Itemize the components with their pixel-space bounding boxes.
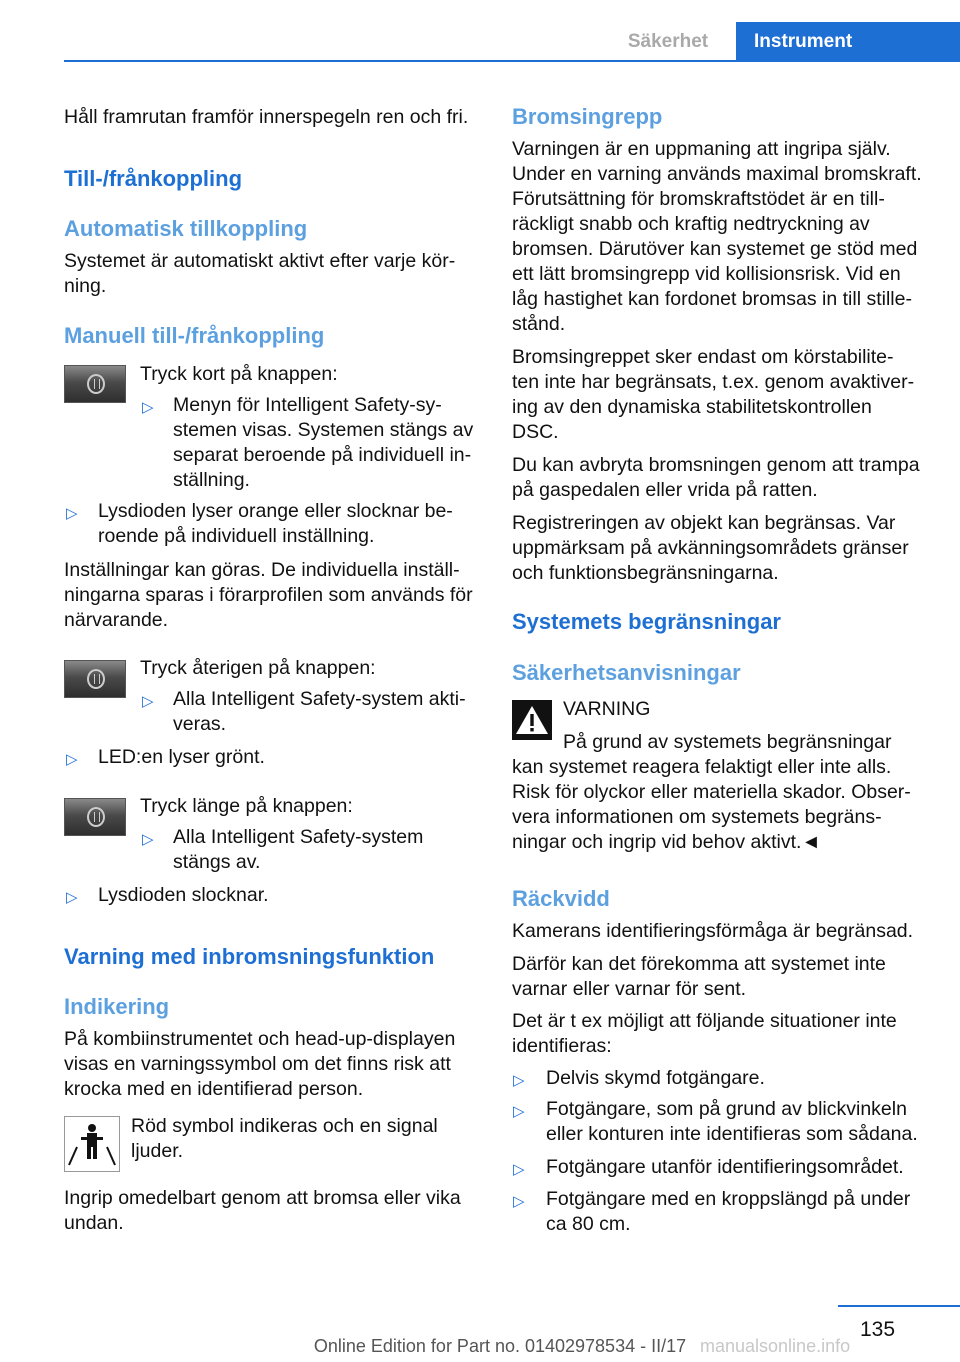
bullet-icon: ▷ <box>66 751 78 768</box>
intervene-text: Ingrip omedelbart genom att bromsa eller vika undan. <box>64 1187 461 1234</box>
heading-bromsingrepp: Bromsingrepp <box>512 104 663 129</box>
pedestrian-warning-icon <box>64 1116 120 1172</box>
step1-sub: Menyn för Intelligent Safety-sy- stemen visas. Systemen stängs av separat beroende på individuell in- ställning. <box>173 394 474 491</box>
heading-rackvidd: Räckvidd <box>512 886 610 911</box>
list-item: Fotgängare, som på grund av blickvinkeln eller konturen inte identifieras som sådana. <box>546 1098 918 1145</box>
step1-label: Tryck kort på knappen: <box>140 363 338 385</box>
tab-instrument[interactable]: Instrument <box>736 22 960 62</box>
heading-manuell: Manuell till-/frånkoppling <box>64 323 325 348</box>
warning-title: VARNING <box>563 698 651 720</box>
step3-label: Tryck länge på knappen: <box>140 795 353 817</box>
bullet-icon: ▷ <box>66 889 78 906</box>
safety-button-icon <box>64 798 126 836</box>
list-item: Delvis skymd fotgängare. <box>546 1067 765 1089</box>
safety-button-icon <box>64 365 126 403</box>
heading-varning: Varning med inbromsningsfunktion <box>64 944 435 969</box>
step3-led: Lysdioden slocknar. <box>98 884 269 906</box>
registration-text: Registreringen av objekt kan begränsas. Var uppmärksam på avkänningsområdets gränser och funktionsbegränsningarna. <box>512 512 909 584</box>
red-symbol-text: Röd symbol indikeras och en signal ljuder. <box>131 1115 438 1162</box>
range-text-2: Därför kan det förekomma att systemet inte varnar eller varnar för sent. <box>512 953 886 1000</box>
bullet-icon: ▷ <box>142 693 154 710</box>
heading-sakerhetsanvisningar: Säkerhetsanvisningar <box>512 660 741 685</box>
warning-line1: På grund av systemets begränsningar <box>563 731 892 753</box>
step1-led: Lysdioden lyser orange eller slocknar be- roende på individuell inställning. <box>98 500 453 547</box>
watermark: manualsonline.info <box>700 1336 851 1356</box>
step3-sub: Alla Intelligent Safety-system stängs av. <box>173 826 424 873</box>
heading-begransningar: Systemets begränsningar <box>512 609 781 634</box>
heading-till-frankoppling: Till-/frånkoppling <box>64 166 243 191</box>
header-rule <box>64 60 960 62</box>
cancel-text: Du kan avbryta bromsningen genom att trampa på gaspedalen eller vrida på ratten. <box>512 454 920 501</box>
list-item: Fotgängare utanför identifieringsområdet. <box>546 1156 904 1178</box>
bullet-icon: ▷ <box>513 1103 525 1120</box>
list-item: Fotgängare med en kroppslängd på under ca 80 cm. <box>546 1188 911 1235</box>
intro-text: Håll framrutan framför innerspegeln ren och fri. <box>64 106 469 128</box>
settings-text: Inställningar kan göras. De individuella inställ- ningarna sparas i förarprofilen som används för närvarande. <box>64 559 473 631</box>
step2-sub: Alla Intelligent Safety-system akti- veras. <box>173 688 466 735</box>
bullet-icon: ▷ <box>513 1072 525 1089</box>
bullet-icon: ▷ <box>66 505 78 522</box>
heading-automatisk: Automatisk tillkoppling <box>64 216 308 241</box>
indication-text: På kombiinstrumentet och head-up-displayen visas en varningssymbol om det finns risk att krocka med en identifierad person. <box>64 1028 456 1100</box>
auto-text: Systemet är automatiskt aktivt efter varje kör- ning. <box>64 250 456 297</box>
safety-button-icon <box>64 660 126 698</box>
bullet-icon: ▷ <box>142 399 154 416</box>
warning-triangle-icon <box>512 700 552 740</box>
brake-only-text: Bromsingreppet sker endast om körstabilite- ten inte har begränsats, t.ex. genom avaktiver- ing av den dynamiska stabilitetskontrollen DSC. <box>512 346 915 443</box>
tab-sakerhet[interactable]: Säkerhet <box>627 31 709 52</box>
warning-text: kan systemet reagera felaktigt eller inte alls. Risk för olyckor eller materiella skador. Obser- vera informationen om systemets begräns- ningar och ingrip vid behov aktivt.◄ <box>512 756 911 853</box>
bullet-icon: ▷ <box>142 831 154 848</box>
page-number: 135 <box>860 1318 896 1341</box>
bullet-icon: ▷ <box>513 1161 525 1178</box>
bullet-icon: ▷ <box>513 1193 525 1210</box>
step2-led: LED:en lyser grönt. <box>98 746 265 768</box>
heading-indikering: Indikering <box>64 994 170 1019</box>
footer-rule <box>838 1305 960 1307</box>
range-text: Kamerans identifieringsförmåga är begränsad. <box>512 920 914 942</box>
step2-label: Tryck återigen på knappen: <box>140 657 376 679</box>
range-text-3: Det är t ex möjligt att följande situationer inte identifieras: <box>512 1010 897 1057</box>
brake-text: Varningen är en uppmaning att ingripa själv. Under en varning används maximal bromskraft. Förutsättning för bromskraftstödet är en till- räckligt snabb och kraftig nedtryckning av bromsen. Därutöver kan systemet ge stöd med ett lätt bromsingrepp vid kollisionsrisk. Vid en låg hastighet kan fordonet bromsas in till stille- stånd. <box>512 138 922 335</box>
edition-text: Online Edition for Part no. 01402978534 - II/17 <box>313 1336 687 1356</box>
